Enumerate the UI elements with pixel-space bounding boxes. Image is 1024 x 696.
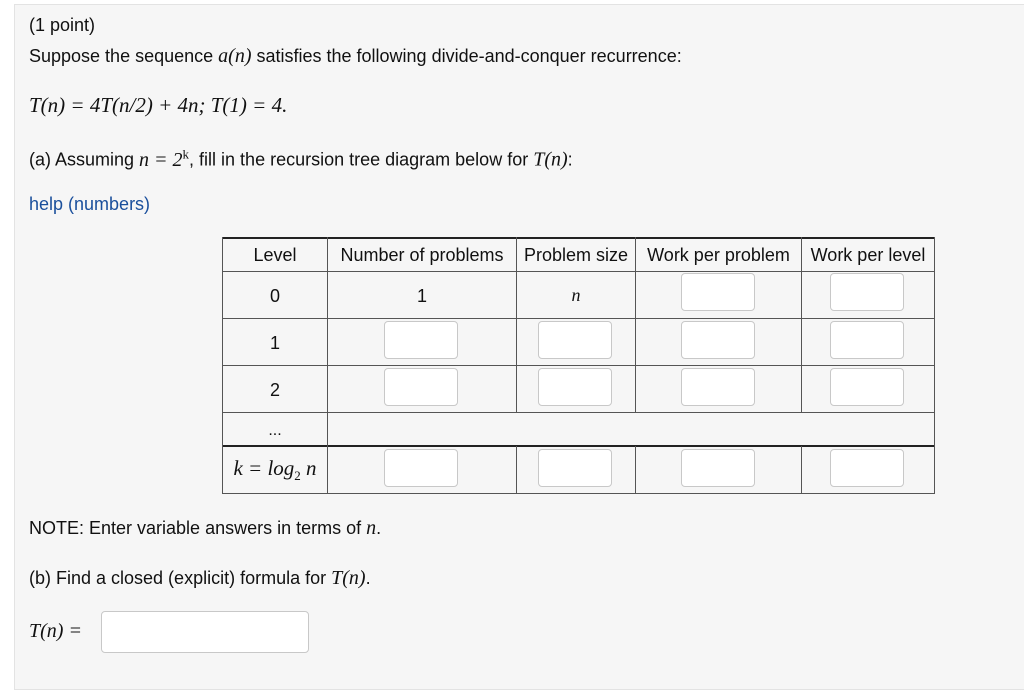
intro-suffix: satisfies the following divide-and-conquer recurrence: xyxy=(251,46,682,66)
level-k-label: $k = \log_2 n$ xyxy=(233,456,317,484)
level-0-work-per-level-input[interactable] xyxy=(830,273,904,311)
header-number-of-problems: Number of problems xyxy=(340,245,504,265)
table-col-divider xyxy=(801,446,802,494)
answer-label: T(n) = xyxy=(29,620,82,642)
level-0-work-per-problem-input[interactable] xyxy=(681,273,755,311)
part-b-prefix: (b) Find a closed (explicit) formula for xyxy=(29,568,332,588)
recurrence-formula: T(n) = 4T(n/2) + 4n; T(1) = 4. xyxy=(29,93,288,117)
level-1-work-per-level-input[interactable] xyxy=(830,321,904,359)
level-2-label: 2 xyxy=(269,380,280,400)
level-1-problem-size-input[interactable] xyxy=(538,321,612,359)
level-2-num-problems-input[interactable] xyxy=(384,368,458,406)
table-col-divider xyxy=(327,237,328,494)
table-col-divider xyxy=(516,446,517,494)
level-1-label: 1 xyxy=(269,333,280,353)
intro-prefix: Suppose the sequence xyxy=(29,46,219,66)
level-ellipsis-label: ... xyxy=(268,422,282,439)
part-a-assumption: $n = 2^k$ xyxy=(139,146,190,171)
level-k-num-problems-input[interactable] xyxy=(384,449,458,487)
header-level: Level xyxy=(253,245,297,265)
level-0-label: 0 xyxy=(269,286,280,306)
note-suffix: . xyxy=(376,518,382,538)
level-0-num-problems: 1 xyxy=(416,286,427,306)
table-row-divider xyxy=(222,412,935,413)
level-2-work-per-level-input[interactable] xyxy=(830,368,904,406)
table-col-divider xyxy=(635,446,636,494)
table-border-right xyxy=(934,237,935,494)
part-a-prompt xyxy=(29,143,573,171)
part-a-target: T(n) xyxy=(533,148,568,171)
table-border-bottom xyxy=(222,493,935,494)
table-row-divider xyxy=(222,318,935,319)
note-text xyxy=(29,517,381,539)
level-2-work-per-problem-input[interactable] xyxy=(681,368,755,406)
table-border-top xyxy=(222,237,935,239)
level-k-work-per-problem-input[interactable] xyxy=(681,449,755,487)
table-border-left xyxy=(222,237,223,494)
note-var: n xyxy=(366,517,377,539)
level-k-problem-size-input[interactable] xyxy=(538,449,612,487)
recursion-tree-table xyxy=(222,237,935,494)
part-a-suffix: : xyxy=(567,149,573,170)
level-0-problem-size: n xyxy=(571,285,581,305)
level-2-problem-size-input[interactable] xyxy=(538,368,612,406)
closed-form-answer-input[interactable] xyxy=(101,611,309,653)
table-row-divider xyxy=(222,445,935,447)
header-work-per-level: Work per level xyxy=(810,245,926,265)
table-row-divider xyxy=(222,365,935,366)
part-b-suffix: . xyxy=(365,568,371,588)
table-header-divider xyxy=(222,271,935,272)
intro-math: a(n) xyxy=(218,45,252,67)
level-1-num-problems-input[interactable] xyxy=(384,321,458,359)
help-numbers-link[interactable]: help (numbers) xyxy=(29,194,151,214)
problem-intro xyxy=(29,45,682,67)
header-problem-size: Problem size xyxy=(523,245,629,265)
note-prefix: NOTE: Enter variable answers in terms of xyxy=(29,518,367,538)
points-label: (1 point) xyxy=(29,15,96,35)
part-a-middle: , fill in the recursion tree diagram below for xyxy=(189,149,534,170)
level-1-work-per-problem-input[interactable] xyxy=(681,321,755,359)
part-a-prefix: (a) Assuming xyxy=(29,149,140,170)
header-work-per-problem: Work per problem xyxy=(647,245,790,265)
level-k-work-per-level-input[interactable] xyxy=(830,449,904,487)
part-b-target: T(n) xyxy=(331,567,366,589)
part-b-prompt xyxy=(29,567,371,589)
